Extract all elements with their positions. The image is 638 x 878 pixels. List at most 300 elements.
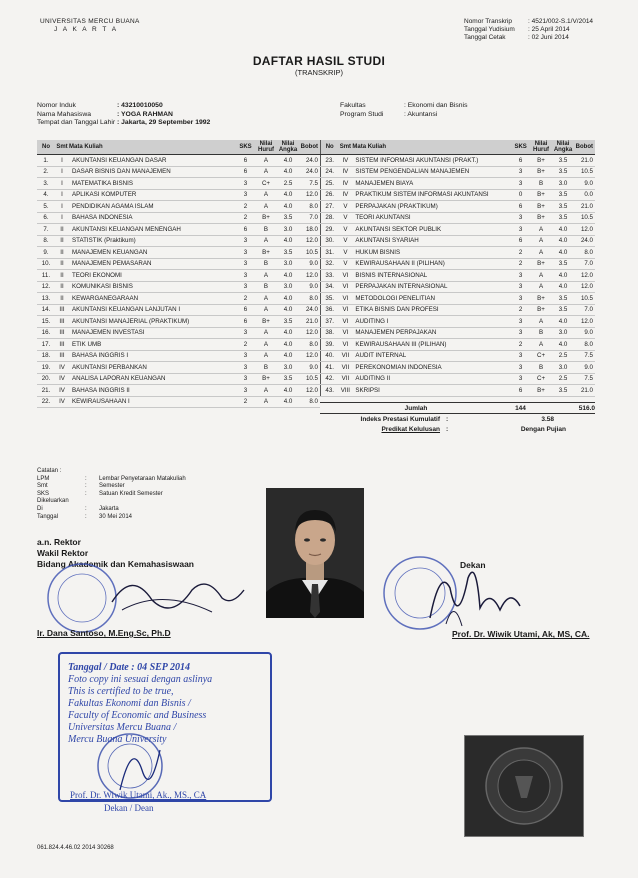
course-score: 4.0 [278,189,298,201]
student-row [37,119,210,128]
course-weight: 0.0 [573,189,595,201]
table-row [37,327,320,339]
course-grade: A [254,166,278,178]
student-label: Nama Mahasiswa [37,110,92,118]
course-semester: IV [338,189,352,201]
table-row [321,373,596,385]
course-name: ETIK UMB [69,339,237,351]
course-score: 3.5 [553,385,573,397]
course-name: DASAR BISNIS DAN MANAJEMEN [69,166,237,178]
course-weight: 7.5 [298,178,320,190]
table-row [37,316,320,328]
course-no: 34. [321,281,339,293]
total-sks: 144 [515,404,526,412]
course-semester: II [55,293,69,305]
issued-label: Dikeluarkan [37,498,69,505]
course-sks: 6 [237,316,254,328]
header-sks: SKS [237,140,254,155]
meta-label: Tanggal Yudisium [464,26,515,33]
course-score: 4.0 [553,316,573,328]
course-name: KOMUNIKASI BISNIS [69,281,237,293]
course-semester: IV [55,385,69,397]
course-semester: VII [338,373,352,385]
notes-title: Catatan : [37,468,62,474]
course-name: TEORI EKONOMI [69,270,237,282]
total-weight: 516.0 [578,404,595,412]
course-name: AUDIT INTERNAL [352,350,512,362]
course-name: PEREKONOMIAN INDONESIA [352,362,512,374]
course-no: 24. [321,166,339,178]
course-semester: II [55,235,69,247]
course-sks: 3 [512,281,529,293]
course-sks: 3 [512,270,529,282]
course-grade: A [254,327,278,339]
course-semester: II [55,281,69,293]
legal-line5: Faculty of Economic and Business [68,710,207,721]
course-weight: 8.0 [298,396,320,408]
legal-line6: Universitas Mercu Buana / [68,722,177,733]
course-no: 10. [37,258,55,270]
course-semester: II [55,247,69,259]
course-no: 39. [321,339,339,351]
table-row [321,235,596,247]
course-no: 13. [37,293,55,305]
course-grade: A [254,293,278,305]
course-sks: 3 [237,373,254,385]
course-weight: 9.0 [298,258,320,270]
course-name: STATISTIK (Praktikum) [69,235,237,247]
header-score: Nilai Angka [278,141,298,153]
legal-line2: Foto copy ini sesuai dengan aslinya [68,674,213,685]
notes-section: Catatan : LPM : Lembar Penyetaraan Matakuliah Smt : Semester SKS : Satuan Kredit Semester Dikeluarkan Di : Jakarta Tanggal : 30 Mei 2014 [37,468,186,520]
course-semester: IV [338,166,352,178]
course-grade: B+ [529,201,553,213]
grades-table-left [37,140,320,408]
table-row [321,304,596,316]
course-no: 15. [37,316,55,328]
course-grade: A [529,339,553,351]
student-row [37,102,210,111]
course-sks: 3 [237,178,254,190]
course-semester: III [55,339,69,351]
course-score: 4.0 [278,339,298,351]
course-no: 23. [321,155,339,167]
course-sks: 3 [512,224,529,236]
header-no: No [321,140,339,155]
course-semester: III [55,327,69,339]
course-grade: B [254,224,278,236]
note-value: Lembar Penyetaraan Matakuliah [99,475,186,482]
course-score: 3.5 [278,212,298,224]
course-semester: I [55,189,69,201]
course-weight: 7.0 [573,258,595,270]
course-weight: 24.0 [298,155,320,167]
table-row [37,362,320,374]
course-sks: 3 [237,270,254,282]
course-semester: VIII [338,385,352,397]
header-score: Nilai Angka [553,141,573,153]
meta-row [464,26,593,34]
course-grade: A [529,270,553,282]
table-row [37,270,320,282]
faculty-label: Program Studi [340,110,384,118]
table-row [37,212,320,224]
course-name: APLIKASI KOMPUTER [69,189,237,201]
course-score: 3.0 [278,224,298,236]
course-grade: B [529,327,553,339]
meta-row [464,18,593,26]
place-value: Jakarta [99,505,119,512]
course-name: ETIKA BISNIS DAN PROFESI [352,304,512,316]
header-course: Mata Kuliah [352,140,512,155]
course-no: 42. [321,373,339,385]
course-score: 4.0 [278,327,298,339]
table-row [321,189,596,201]
course-weight: 8.0 [298,339,320,351]
course-grade: A [254,396,278,408]
table-row [37,155,320,167]
course-semester: III [55,316,69,328]
course-grade: B [254,258,278,270]
course-name: ANALISA LAPORAN KEUANGAN [69,373,237,385]
course-weight: 12.0 [298,270,320,282]
course-score: 3.5 [553,155,573,167]
course-grade: A [254,385,278,397]
table-row [37,258,320,270]
student-value: : Jakarta, 29 September 1992 [117,119,211,126]
course-grade: A [254,189,278,201]
sig-left-line2: Wakil Rektor [37,548,89,558]
course-name: PERPAJAKAN INTERNASIONAL [352,281,512,293]
course-weight: 21.0 [573,155,595,167]
course-score: 3.0 [278,281,298,293]
course-grade: A [254,270,278,282]
transcript-meta [464,18,593,42]
course-sks: 3 [237,189,254,201]
course-name: MANAJEMEN INVESTASI [69,327,237,339]
course-weight: 7.0 [573,304,595,316]
faculty-value: : Ekonomi dan Bisnis [404,102,468,109]
course-name: TEORI AKUNTANSI [352,212,512,224]
meta-label: Tanggal Cetak [464,34,506,41]
course-semester: III [55,304,69,316]
course-no: 32. [321,258,339,270]
course-no: 4. [37,189,55,201]
course-sks: 3 [237,247,254,259]
course-semester: VI [338,281,352,293]
course-name: AKUNTANSI KEUANGAN LANJUTAN I [69,304,237,316]
course-name: AUDITING II [352,373,512,385]
course-score: 3.5 [553,304,573,316]
course-score: 4.0 [278,396,298,408]
footer-code: 061.824.4.46.02 2014 30268 [37,845,114,851]
page-title: DAFTAR HASIL STUDI [252,54,386,68]
student-value: : 43210010050 [117,102,163,109]
course-weight: 7.5 [573,350,595,362]
sig-left-name: Ir. Dana Santoso, M.Eng.Sc, Ph.D [37,628,171,638]
table-row [321,155,596,167]
course-semester: VII [338,362,352,374]
course-sks: 3 [237,385,254,397]
course-sks: 3 [512,350,529,362]
course-sks: 3 [512,178,529,190]
course-name: BISNIS INTERNASIONAL [352,270,512,282]
legal-role: Dekan / Dean [104,803,154,813]
course-grade: A [529,281,553,293]
course-no: 37. [321,316,339,328]
course-name: AKUNTANSI MANAJERIAL (PRAKTIKUM) [69,316,237,328]
course-grade: A [254,235,278,247]
course-name: BAHASA INGGRIS II [69,385,237,397]
note-row [37,483,186,491]
course-weight: 12.0 [298,385,320,397]
note-key: LPM [37,475,50,482]
course-sks: 6 [237,224,254,236]
course-no: 20. [37,373,55,385]
course-semester: VI [338,327,352,339]
course-score: 4.0 [278,166,298,178]
course-score: 4.0 [553,224,573,236]
course-grade: A [254,304,278,316]
meta-value: : 25 April 2014 [528,26,570,33]
course-sks: 3 [512,373,529,385]
course-name: SISTEM PENGENDALIAN MANAJEMEN [352,166,512,178]
course-name: AUDITING I [352,316,512,328]
course-semester: I [55,212,69,224]
legal-line7: Mercu Buana University [68,734,167,745]
meta-row [464,34,593,42]
table-row [321,316,596,328]
summary-box: Jumlah 144 516.0 Indeks Prestasi Kumulatif : 3.58 Predikat Kelulusan : Dengan Pujian [320,402,595,434]
course-no: 31. [321,247,339,259]
course-name: AKUNTANSI SEKTOR PUBLIK [352,224,512,236]
course-score: 3.0 [278,258,298,270]
course-name: PENDIDIKAN AGAMA ISLAM [69,201,237,213]
predicate-value: Dengan Pujian [520,425,566,433]
course-no: 38. [321,327,339,339]
course-grade: B+ [529,258,553,270]
university-city: J A K A R T A [54,26,119,33]
course-weight: 21.0 [573,201,595,213]
course-weight: 21.0 [298,316,320,328]
faculty-row [340,102,467,111]
table-row [37,281,320,293]
ipk-label: Indeks Prestasi Kumulatif [360,415,440,423]
course-grade: B+ [529,189,553,201]
course-sks: 2 [512,304,529,316]
course-weight: 9.0 [573,362,595,374]
course-grade: B [529,362,553,374]
course-weight: 10.5 [573,212,595,224]
course-score: 2.5 [553,350,573,362]
course-semester: IV [55,396,69,408]
student-info [37,102,210,128]
table-row [321,281,596,293]
course-weight: 12.0 [298,189,320,201]
header-grade: Nilai Huruf [529,140,553,155]
course-weight: 12.0 [573,224,595,236]
table-row [37,293,320,305]
meta-value: : 02 Juni 2014 [528,34,569,41]
table-row [37,235,320,247]
course-no: 5. [37,201,55,213]
course-weight: 8.0 [573,247,595,259]
course-no: 26. [321,189,339,201]
course-no: 11. [37,270,55,282]
course-score: 2.5 [553,373,573,385]
course-grade: A [254,339,278,351]
course-grade: B+ [529,293,553,305]
course-name: SISTEM INFORMASI AKUNTANSI (PRAKT.) [352,155,512,167]
legal-name: Prof. Dr. Wiwik Utami, Ak., MS., CA [70,790,207,800]
faculty-info [340,102,467,119]
course-grade: B [254,281,278,293]
course-grade: A [529,224,553,236]
table-row [37,350,320,362]
course-semester: IV [338,178,352,190]
course-semester: II [55,224,69,236]
sig-left-line1: a.n. Rektor [37,537,81,547]
table-row [321,362,596,374]
course-score: 3.5 [278,373,298,385]
course-sks: 6 [237,155,254,167]
official-seal-image [464,735,584,837]
student-value: : YOGA RAHMAN [117,110,173,118]
note-sep: : [85,490,87,497]
course-no: 19. [37,362,55,374]
predicate-label: Predikat Kelulusan [381,425,440,433]
course-name: MANAJEMEN BIAYA [352,178,512,190]
course-semester: IV [55,362,69,374]
course-semester: IV [338,155,352,167]
course-grade: B+ [529,166,553,178]
course-sks: 3 [237,327,254,339]
course-score: 3.5 [553,166,573,178]
course-semester: II [55,258,69,270]
course-name: KEWIRAUSAHAAN III (PILIHAN) [352,339,512,351]
course-score: 3.5 [553,201,573,213]
course-sks: 2 [237,212,254,224]
course-name: PERPAJAKAN (PRAKTIKUM) [352,201,512,213]
date-label: Tanggal [37,513,59,520]
course-name: KEWARGANEGARAAN [69,293,237,305]
course-no: 30. [321,235,339,247]
course-score: 2.5 [278,178,298,190]
course-score: 4.0 [278,235,298,247]
header-weight: Bobot [573,140,595,155]
course-name: AKUNTANSI KEUANGAN DASAR [69,155,237,167]
note-sep: : [85,475,87,482]
course-semester: VI [338,293,352,305]
course-weight: 7.0 [298,212,320,224]
table-row [37,189,320,201]
course-weight: 8.0 [298,201,320,213]
course-semester: IV [55,373,69,385]
course-grade: C+ [254,178,278,190]
course-sks: 3 [512,362,529,374]
course-name: AKUNTANSI PERBANKAN [69,362,237,374]
table-row [321,166,596,178]
course-weight: 9.0 [298,362,320,374]
course-weight: 8.0 [298,293,320,305]
course-semester: V [338,224,352,236]
course-sks: 3 [512,293,529,305]
course-sks: 3 [512,316,529,328]
university-name: UNIVERSITAS MERCU BUANA [40,18,140,25]
sig-right-title: Dekan [460,560,486,570]
course-name: KEWIRAUSAHAAN II (PILIHAN) [352,258,512,270]
course-grade: A [254,350,278,362]
course-no: 8. [37,235,55,247]
table-row [37,304,320,316]
course-no: 28. [321,212,339,224]
header-no: No [37,140,55,155]
note-key: Smt [37,483,48,490]
student-label: Tempat dan Tanggal Lahir [37,119,116,126]
course-sks: 3 [237,350,254,362]
course-name: AKUNTANSI SYARIAH [352,235,512,247]
course-score: 4.0 [553,235,573,247]
course-grade: B+ [529,212,553,224]
page-subtitle: (TRANSKRIP) [295,68,343,77]
course-semester: V [338,235,352,247]
course-no: 12. [37,281,55,293]
total-label: Jumlah [404,404,428,412]
sig-left-line3: Bidang Akademik dan Kemahasiswaan [37,559,194,569]
header-smt: Smt [338,140,352,155]
university-header [40,18,140,34]
meta-label: Nomor Transkrip [464,18,513,25]
table-row [321,178,596,190]
course-grade: B [529,178,553,190]
note-value: Satuan Kredit Semester [99,490,163,497]
course-semester: I [55,155,69,167]
table-row [37,201,320,213]
course-grade: A [254,155,278,167]
course-name: BAHASA INDONESIA [69,212,237,224]
course-no: 6. [37,212,55,224]
faculty-label: Fakultas [340,102,366,109]
table-row [321,247,596,259]
course-sks: 6 [512,235,529,247]
header-smt: Smt [55,140,69,155]
course-score: 4.0 [553,339,573,351]
course-semester: VI [338,339,352,351]
course-no: 40. [321,350,339,362]
course-weight: 12.0 [298,235,320,247]
course-weight: 10.5 [573,166,595,178]
course-no: 17. [37,339,55,351]
sig-right-name: Prof. Dr. Wiwik Utami, Ak, MS, CA. [452,629,590,639]
course-weight: 9.0 [573,327,595,339]
student-label: Nomor Induk [37,102,76,109]
course-no: 33. [321,270,339,282]
table-row [37,178,320,190]
course-grade: B+ [254,247,278,259]
note-key: SKS [37,490,50,497]
table-row [321,339,596,351]
course-no: 36. [321,304,339,316]
course-no: 43. [321,385,339,397]
course-sks: 6 [237,304,254,316]
course-weight: 9.0 [573,178,595,190]
course-sks: 0 [512,189,529,201]
course-no: 3. [37,178,55,190]
course-score: 4.0 [278,270,298,282]
course-weight: 24.0 [298,166,320,178]
course-score: 4.0 [278,304,298,316]
course-semester: V [338,201,352,213]
